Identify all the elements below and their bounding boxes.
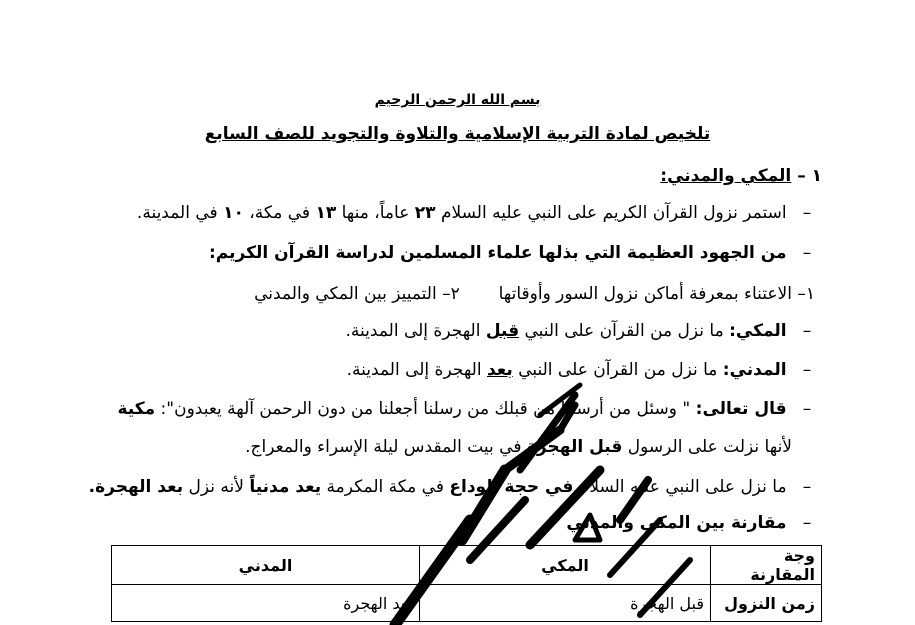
- farewell-text-2: في مكة المكرمة: [326, 477, 444, 497]
- makkah-years: ١٣: [315, 203, 337, 223]
- table-header-cell: وجة المقارنة: [711, 546, 822, 585]
- farewell-emph-3: بعد الهجرة.: [88, 477, 184, 497]
- table-cell: زمن النزول: [711, 585, 822, 622]
- section-heading: [96, 166, 822, 186]
- verse-result: مكية: [117, 399, 156, 419]
- revelation-line: [96, 203, 822, 223]
- verse-reason-2: في بيت المقدس ليلة الإسراء والمعراج.: [245, 437, 522, 457]
- verse-reason-emph: قبل الهجرة: [526, 437, 623, 457]
- efforts-heading: من الجهود العظيمة التي بذلها علماء المسلمين لدراسة القرآن الكريم:: [208, 243, 787, 263]
- farewell-line: [88, 477, 822, 497]
- revelation-text-2: عاماً، منها: [341, 203, 410, 223]
- comparison-heading: مقارنة بين المكي والمدني: [566, 513, 787, 533]
- efforts-item-2: ٢– التمييز بين المكي والمدني: [254, 284, 460, 304]
- verse-reason-1: لأنها نزلت على الرسول: [627, 437, 792, 457]
- verse-line: [96, 399, 822, 419]
- table-header-row: [112, 546, 822, 585]
- makki-definition: [96, 321, 822, 341]
- makki-text-1: ما نزل من القرآن على النبي: [524, 321, 724, 341]
- madani-definition: [96, 360, 822, 380]
- page-title: تلخيص لمادة التربية الإسلامية والتلاوة والتجويد للصف السابع: [204, 124, 711, 144]
- bullet: –: [802, 360, 812, 380]
- bullet: –: [802, 321, 812, 341]
- table-header-cell: المكي: [420, 546, 711, 585]
- comparison-table: [111, 545, 822, 622]
- farewell-text-3: لأنه نزل: [188, 477, 244, 497]
- madinah-years: ١٠: [223, 203, 244, 223]
- madani-emph: بعد: [486, 360, 513, 380]
- bullet: –: [802, 243, 812, 263]
- table-header-cell: المدني: [112, 546, 420, 585]
- table-cell: بعد الهجرة: [112, 585, 420, 622]
- makki-label: المكي:: [729, 321, 787, 341]
- makki-emph: قبل: [485, 321, 520, 341]
- revelation-years: ٢٣: [414, 203, 436, 223]
- section-title: المكي والمدني:: [660, 166, 792, 186]
- table-row: [112, 585, 822, 622]
- efforts-items-line: [96, 284, 815, 304]
- bullet: –: [802, 513, 812, 533]
- farewell-text-1: ما نزل على النبي عليه السلام: [578, 477, 787, 497]
- verse-reason-line: [96, 437, 792, 457]
- efforts-item-1: ١– الاعتناء بمعرفة أماكن نزول السور وأوقاتها: [498, 284, 815, 304]
- farewell-emph-2: يعد مدنياً: [249, 477, 322, 497]
- table-cell: قبل الهجرة: [420, 585, 711, 622]
- section-number: ١ –: [797, 166, 822, 186]
- revelation-text-3: في مكة،: [249, 203, 311, 223]
- madani-label: المدني:: [722, 360, 787, 380]
- basmala: بسم الله الرحمن الرحيم: [374, 92, 541, 108]
- bullet: –: [802, 399, 812, 419]
- farewell-emph-1: في حجة الوداع: [449, 477, 574, 497]
- efforts-heading-line: [96, 243, 822, 263]
- revelation-text-4: في المدينة.: [136, 203, 218, 223]
- madani-text-2: الهجرة إلى المدينة.: [346, 360, 482, 380]
- revelation-text-1: استمر نزول القرآن الكريم على النبي عليه السلام: [440, 203, 787, 223]
- madani-text-1: ما نزل من القرآن على النبي: [518, 360, 718, 380]
- makki-text-2: الهجرة إلى المدينة.: [345, 321, 481, 341]
- verse-label: قال تعالى:: [695, 399, 787, 419]
- bullet: –: [802, 477, 812, 497]
- verse-text: " وسئل من أرسلنا من قبلك من رسلنا أجعلنا من دون الرحمن آلهة يعبدون":: [160, 399, 691, 419]
- comparison-heading-line: [96, 513, 822, 533]
- bullet: –: [802, 203, 812, 223]
